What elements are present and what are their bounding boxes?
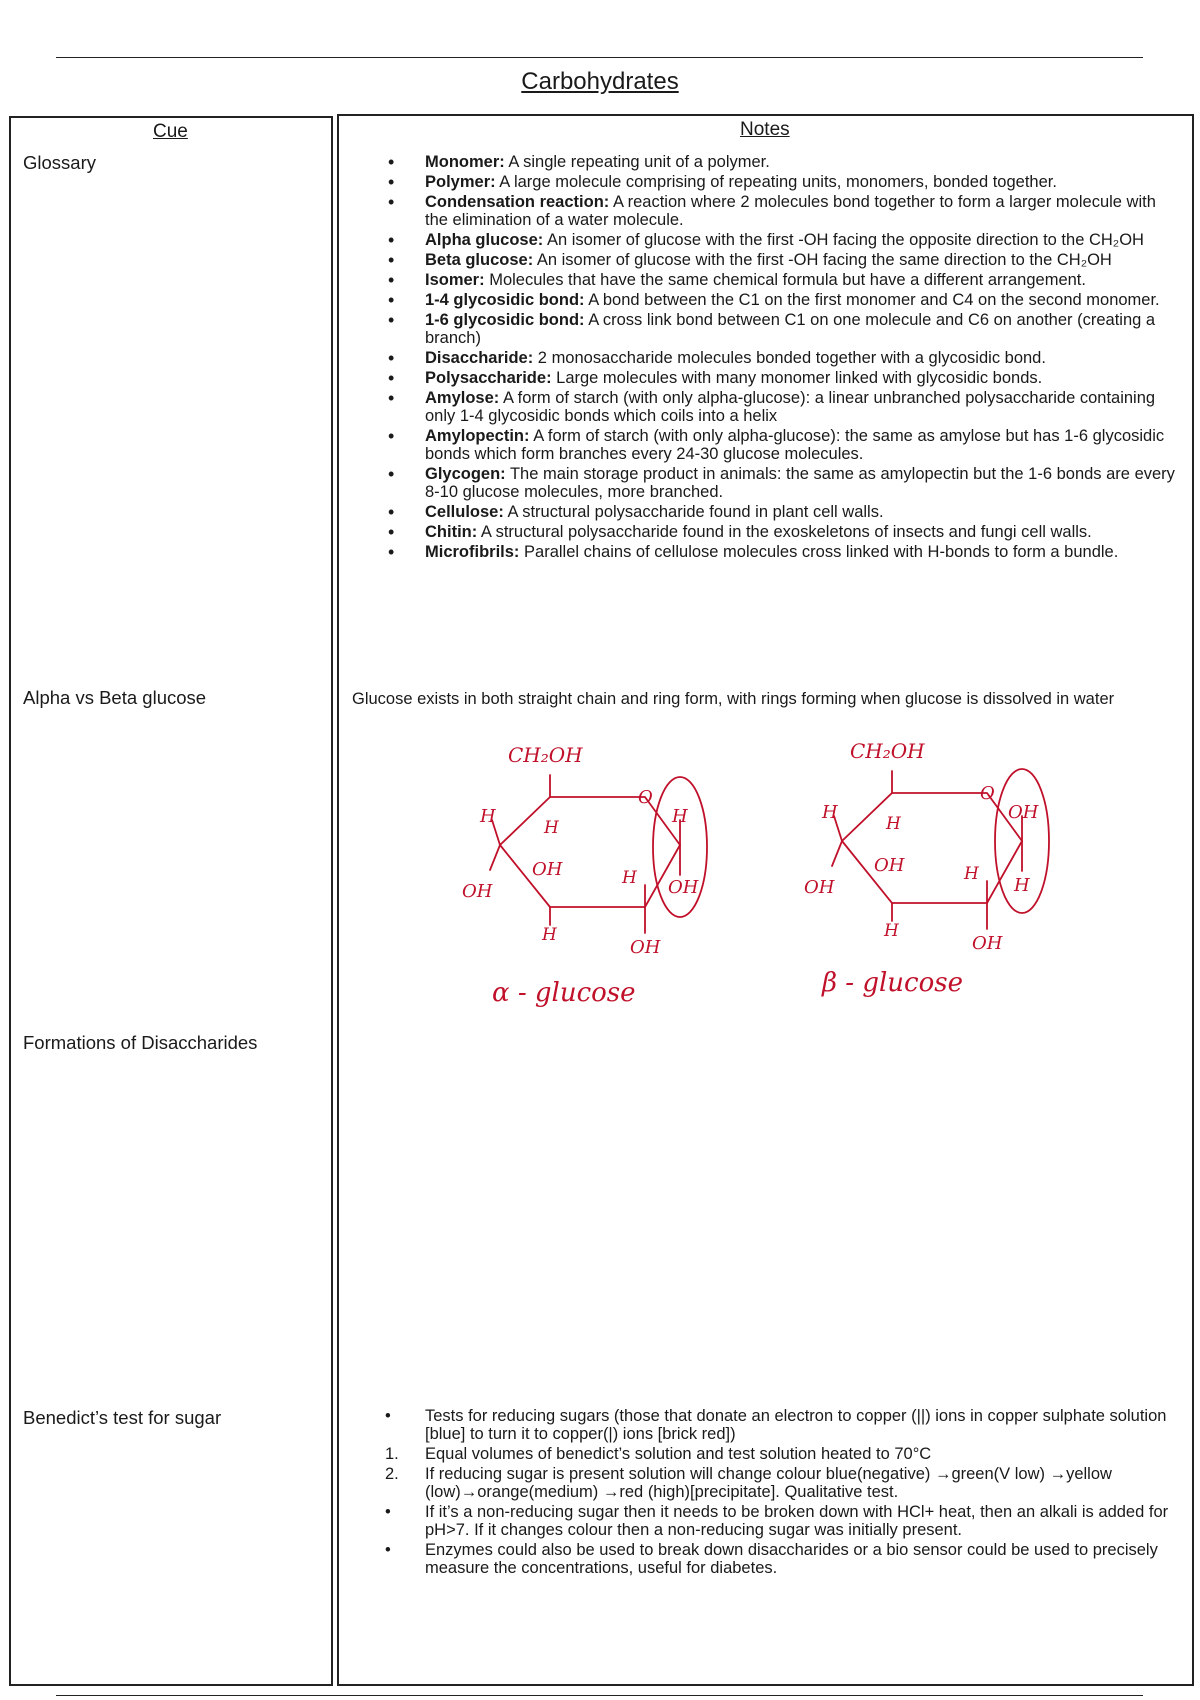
glossary-term: Alpha glucose: <box>425 231 544 249</box>
glossary-definition: A large molecule comprising of repeating units, monomers, bonded together. <box>495 173 1057 191</box>
beta-glucose-ring <box>804 739 1049 998</box>
glossary-term: Polymer: <box>425 173 496 191</box>
glossary-definition: Large molecules with many monomer linked with glycosidic bonds. <box>551 369 1043 387</box>
glossary-term: Amylopectin: <box>425 427 530 445</box>
benedicts-text: Enzymes could also be used to break down disaccharides or a bio sensor could be used to precisely measure the concentrations, useful for diabetes. <box>425 1541 1158 1577</box>
glossary-item <box>385 503 1175 521</box>
beta-glucose-caption: β - glucose <box>822 968 963 998</box>
glossary-term: Isomer: <box>425 271 485 289</box>
notes-header: Notes <box>740 119 790 140</box>
beta-c4-oh-label: OH <box>804 877 835 898</box>
glossary-item <box>385 523 1175 541</box>
glossary-term: Cellulose: <box>425 503 504 521</box>
list-marker: • <box>385 1503 391 1521</box>
list-marker: • <box>385 1541 391 1559</box>
glossary-item <box>385 173 1175 191</box>
glucose-ring-diagrams <box>440 735 1080 1035</box>
benedicts-item <box>385 1445 1175 1463</box>
glossary-term: 1-4 glycosidic bond: <box>425 291 585 309</box>
glossary-term: Amylose: <box>425 389 500 407</box>
glossary-definition: A bond between the C1 on the first monomer and C4 on the second monomer. <box>584 291 1160 309</box>
glossary-term: 1-6 glycosidic bond: <box>425 311 585 329</box>
bottom-rule <box>56 1695 1143 1696</box>
glossary-definition: An isomer of glucose with the first -OH facing the opposite direction to the CH₂OH <box>543 231 1144 249</box>
glossary-definition: Molecules that have the same chemical formula but have a different arrangement. <box>484 271 1086 289</box>
glossary-term: Chitin: <box>425 523 478 541</box>
benedicts-item <box>385 1503 1175 1539</box>
alpha-ch2oh-label: CH₂OH <box>508 743 583 767</box>
benedicts-text: Tests for reducing sugars (those that donate an electron to copper (||) ions in copper sulphate solution [blue] to turn it to copper(|) ions [brick red]) <box>425 1407 1167 1443</box>
glossary-item <box>385 251 1175 269</box>
beta-c5-h-label: H <box>822 802 838 823</box>
alpha-c1-h-label: H <box>672 806 688 827</box>
glossary-item <box>385 349 1175 367</box>
glossary-item <box>385 543 1175 561</box>
beta-c2-oh-label: OH <box>972 933 1003 954</box>
alpha-beta-intro: Glucose exists in both straight chain and ring form, with rings forming when glucose is dissolved in water <box>352 690 1115 708</box>
alpha-glucose-caption: α - glucose <box>492 978 636 1008</box>
beta-c3-oh-label: OH <box>874 855 905 876</box>
alpha-c3-oh-label: OH <box>532 859 563 880</box>
glossary-term: Polysaccharide: <box>425 369 552 387</box>
cue-alpha-beta: Alpha vs Beta glucose <box>23 687 207 708</box>
glossary-item <box>385 193 1175 229</box>
glossary-definition: A form of starch (with only alpha-glucose): a linear unbranched polysaccharide containing only 1-4 glycosidic bonds which coils into a helix <box>425 389 1156 425</box>
glossary-term: Disaccharide: <box>425 349 534 367</box>
beta-c4-h-label: H <box>886 814 901 834</box>
glossary-term: Glycogen: <box>425 465 506 483</box>
page-title: Carbohydrates <box>521 68 679 95</box>
glossary-definition: A structural polysaccharide found in the exoskeletons of insects and fungi cell walls. <box>477 523 1092 541</box>
glossary-definition: A cross link bond between C1 on one molecule and C6 on another (creating a branch) <box>425 311 1156 347</box>
alpha-c5-h-label: H <box>480 806 496 827</box>
alpha-c2-oh-label: OH <box>630 937 661 958</box>
glossary-item <box>385 389 1175 425</box>
benedicts-item <box>385 1407 1175 1443</box>
glossary-definition: The main storage product in animals: the same as amylopectin but the 1-6 bonds are every 8-10 glucose molecules, more branched. <box>425 465 1175 501</box>
glossary-item <box>385 231 1175 249</box>
benedicts-text: If it’s a non-reducing sugar then it needs to be broken down with HCl+ heat, then an alkali is added for pH>7. If it changes colour then a non-reducing sugar was initially present. <box>425 1503 1169 1539</box>
alpha-c1-oh-label: OH <box>668 877 699 898</box>
top-rule <box>56 57 1143 58</box>
cue-benedicts: Benedict’s test for sugar <box>23 1407 222 1428</box>
cue-column <box>9 116 333 1686</box>
glossary-item <box>385 291 1175 309</box>
glossary-definition: Parallel chains of cellulose molecules cross linked with H-bonds to form a bundle. <box>519 543 1119 561</box>
glossary-term: Beta glucose: <box>425 251 534 269</box>
beta-c2-h-label: H <box>964 864 979 884</box>
benedicts-item <box>385 1541 1175 1577</box>
glossary-item <box>385 153 1175 171</box>
cue-header: Cue <box>153 121 188 142</box>
benedicts-text: If reducing sugar is present solution will change colour blue(negative) →green(V low) →yellow (low)→orange(medium) →red (high)[precipitate]. Qualitative test. <box>425 1465 1112 1501</box>
benedicts-item <box>385 1465 1175 1501</box>
glossary-term: Monomer: <box>425 153 505 171</box>
beta-ch2oh-label: CH₂OH <box>850 739 925 763</box>
cue-disaccharides: Formations of Disaccharides <box>23 1032 258 1053</box>
glossary-term: Microfibrils: <box>425 543 520 561</box>
list-marker: • <box>385 1407 391 1425</box>
beta-c1-h-label: H <box>1014 875 1030 896</box>
glossary-term: Condensation reaction: <box>425 193 610 211</box>
alpha-c2-h-label: H <box>622 868 637 888</box>
beta-ring-o-label: O <box>980 783 995 804</box>
glossary-definition: A form of starch (with only alpha-glucose): the same as amylose but has 1-6 glycosidic bonds which form branches every 24-30 glucose molecules. <box>425 427 1165 463</box>
alpha-c4-oh-label: OH <box>462 881 493 902</box>
beta-c1-oh-label: OH <box>1008 802 1039 823</box>
benedicts-text: Equal volumes of benedict’s solution and test solution heated to 70°C <box>425 1445 932 1463</box>
beta-c3-h-label: H <box>884 921 899 941</box>
alpha-ring-o-label: O <box>638 787 653 808</box>
glossary-definition: A structural polysaccharide found in plant cell walls. <box>503 503 884 521</box>
glossary-definition: An isomer of glucose with the first -OH facing the same direction to the CH₂OH <box>533 251 1112 269</box>
glossary-item <box>385 311 1175 347</box>
cue-glossary: Glossary <box>23 152 96 173</box>
glossary-item <box>385 369 1175 387</box>
benedicts-list <box>385 1407 1175 1579</box>
glossary-definition: A reaction where 2 molecules bond together to form a larger molecule with the elimination of a water molecule. <box>425 193 1156 229</box>
list-marker: 1. <box>385 1445 399 1463</box>
alpha-c3-h-label: H <box>542 925 557 945</box>
glossary-list <box>385 153 1175 563</box>
glossary-item <box>385 465 1175 501</box>
list-marker: 2. <box>385 1465 399 1483</box>
glossary-item <box>385 271 1175 289</box>
glossary-item <box>385 427 1175 463</box>
alpha-c4-h-label: H <box>544 818 559 838</box>
alpha-glucose-ring <box>462 743 707 1008</box>
glossary-definition: 2 monosaccharide molecules bonded together with a glycosidic bond. <box>533 349 1046 367</box>
glossary-definition: A single repeating unit of a polymer. <box>504 153 770 171</box>
